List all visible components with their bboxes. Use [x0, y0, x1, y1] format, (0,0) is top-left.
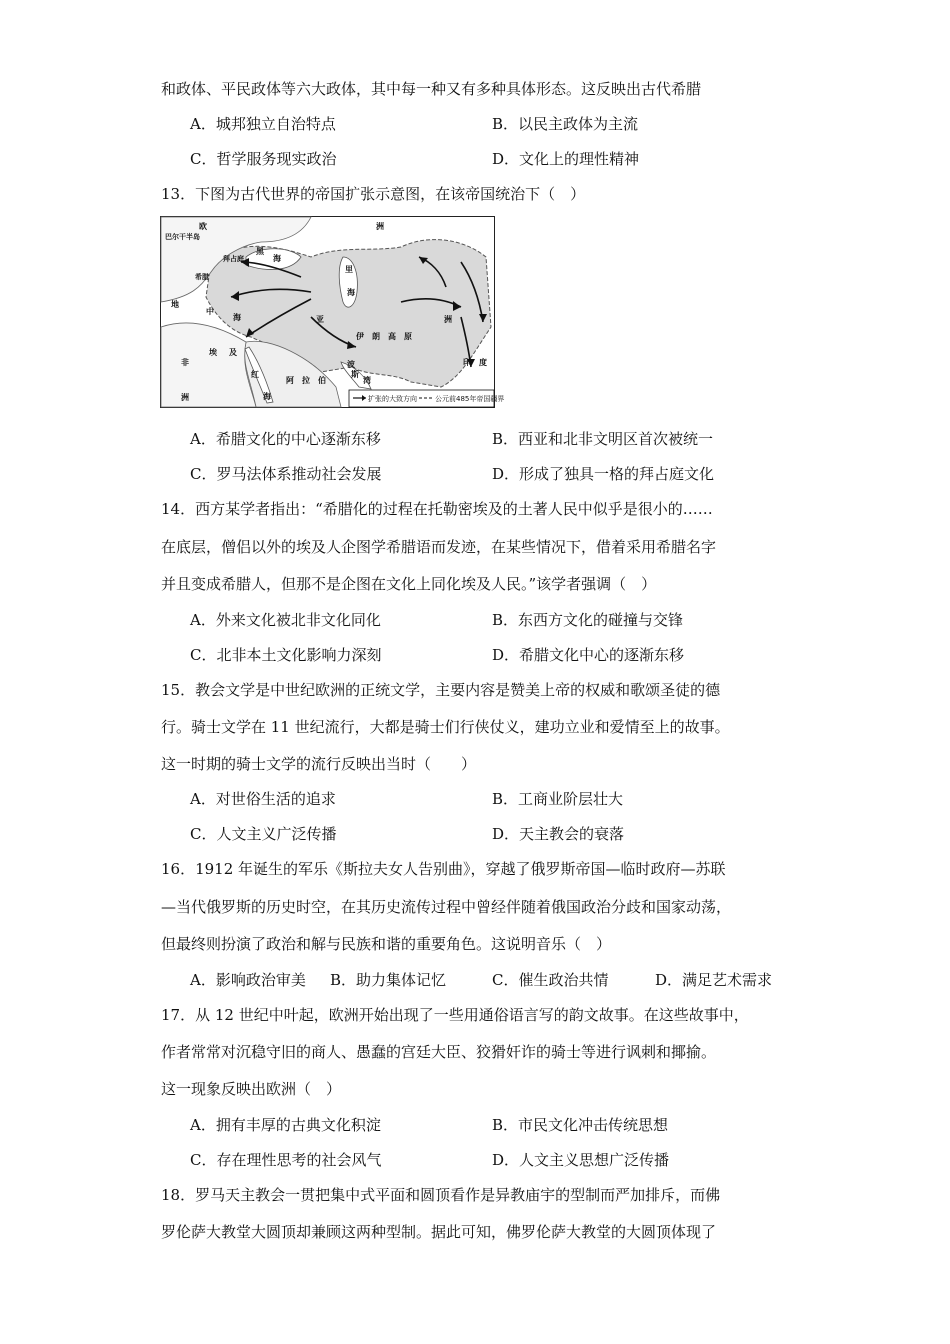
- q12-option-b[interactable]: B．以民主政体为主流: [492, 115, 639, 133]
- map-label-arabia: 阿 拉 伯: [286, 376, 326, 385]
- map-label-caspian-1: 里: [345, 265, 353, 274]
- question-17-line-3: 这一现象反映出欧洲（ ）: [161, 1080, 342, 1098]
- q14-option-b[interactable]: B．东西方文化的碰撞与交锋: [492, 611, 684, 629]
- map-label-africa-1: 非: [181, 358, 189, 367]
- map-label-india-1: 印: [463, 358, 471, 367]
- q16-option-a[interactable]: A．影响政治审美: [190, 971, 306, 989]
- question-14-line-3: 并且变成希腊人，但那不是企图在文化上同化埃及人民。”该学者强调（ ）: [161, 575, 657, 593]
- question-15-line-2: 行。骑士文学在 11 世纪流行，大都是骑士们行侠仗义，建功立业和爱情至上的故事。: [161, 718, 730, 736]
- q13-option-c[interactable]: C．罗马法体系推动社会发展: [190, 465, 382, 483]
- q12-option-c[interactable]: C．哲学服务现实政治: [190, 150, 337, 168]
- map-label-med-sea-2: 海: [233, 313, 241, 322]
- q15-option-a[interactable]: A．对世俗生活的追求: [190, 790, 336, 808]
- map-label-africa-2: 洲: [181, 393, 189, 402]
- map-label-med-land: 地: [171, 300, 179, 309]
- question-12-stem-tail: 和政体、平民政体等六大政体，其中每一种又有多种具体形态。这反映出古代希腊: [161, 80, 702, 98]
- q16-option-c[interactable]: C．催生政治共情: [492, 971, 609, 989]
- q13-option-b[interactable]: B．西亚和北非文明区首次被统一: [492, 430, 714, 448]
- q15-option-b[interactable]: B．工商业阶层壮大: [492, 790, 624, 808]
- map-label-persian-gulf-2: 斯: [351, 370, 359, 379]
- question-13-stem: 13．下图为古代世界的帝国扩张示意图，在该帝国统治下（ ）: [161, 185, 586, 203]
- q15-option-c[interactable]: C．人文主义广泛传播: [190, 825, 337, 843]
- q16-option-d[interactable]: D．满足艺术需求: [655, 971, 773, 989]
- q14-option-a[interactable]: A．外来文化被北非文化同化: [190, 611, 381, 629]
- q16-option-b[interactable]: B．助力集体记忆: [330, 971, 447, 989]
- question-15-line-3: 这一时期的骑士文学的流行反映出当时（ ）: [161, 755, 477, 773]
- question-16-line-2: —当代俄罗斯的历史时空，在其历史流传过程中曾经伴随着俄国政治分歧和国家动荡，: [161, 898, 732, 916]
- map-label-med-sea-1: 中: [206, 307, 214, 316]
- map-label-red-sea-2: 海: [263, 392, 271, 401]
- map-label-persian-gulf-1: 波: [347, 360, 355, 369]
- q12-option-a[interactable]: A．城邦独立自治特点: [190, 115, 336, 133]
- legend-border-label: 公元前485年帝国疆界: [435, 395, 505, 403]
- map-label-india-2: 度: [479, 358, 487, 367]
- q17-option-c[interactable]: C．存在理性思考的社会风气: [190, 1151, 382, 1169]
- map-label-greece: 希腊: [195, 273, 209, 281]
- map-label-persian-gulf-3: 湾: [363, 376, 371, 385]
- question-18-line-2: 罗伦萨大教堂大圆顶却兼顾这两种型制。据此可知，佛罗伦萨大教堂的大圆顶体现了: [161, 1223, 717, 1241]
- map-label-black-sea-1: 黑: [256, 247, 264, 256]
- q15-option-d[interactable]: D．天主教会的衰落: [492, 825, 625, 843]
- africa-land: [161, 323, 256, 407]
- question-16-line-3: 但最终则扮演了政治和解与民族和谐的重要角色。这说明音乐（ ）: [161, 935, 612, 953]
- q14-option-d[interactable]: D．希腊文化中心的逐渐东移: [492, 646, 685, 664]
- q17-option-d[interactable]: D．人文主义思想广泛传播: [492, 1151, 670, 1169]
- map-label-egypt-2: 及: [229, 348, 237, 357]
- map-label-byzantium: 拜占庭: [223, 255, 244, 263]
- q17-option-a[interactable]: A．拥有丰厚的古典文化积淀: [190, 1116, 381, 1134]
- empire-expansion-map: [160, 216, 505, 408]
- question-16-line-1: 16．1912 年诞生的军乐《斯拉夫女人告别曲》，穿越了俄罗斯帝国—临时政府—苏联: [161, 860, 726, 878]
- q13-option-a[interactable]: A．希腊文化的中心逐渐东移: [190, 430, 381, 448]
- map-label-iran: 伊 朗 高 原: [356, 332, 412, 341]
- q12-option-d[interactable]: D．文化上的理性精神: [492, 150, 640, 168]
- legend-arrow-label: 扩张的大致方向: [368, 395, 417, 403]
- map-label-balkan: 巴尔干半岛: [165, 233, 200, 241]
- map-label-europe-left: 欧: [199, 222, 207, 231]
- question-18-line-1: 18．罗马天主教会一贯把集中式平面和圆顶看作是异教庙宇的型制而严加排斥，而佛: [161, 1186, 721, 1204]
- question-17-line-2: 作者常常对沉稳守旧的商人、愚蠢的宫廷大臣、狡猾奸诈的骑士等进行讽刺和揶揄。: [161, 1043, 717, 1061]
- map-label-black-sea-2: 海: [273, 254, 281, 263]
- question-17-line-1: 17．从 12 世纪中叶起，欧洲开始出现了一些用通俗语言写的韵文故事。在这些故事中，: [161, 1006, 749, 1024]
- map-label-egypt-1: 埃: [209, 348, 217, 357]
- question-15-line-1: 15．教会文学是中世纪欧洲的正统文学，主要内容是赞美上帝的权威和歌颂圣徒的德: [161, 681, 721, 699]
- question-14-line-2: 在底层，僧侣以外的埃及人企图学希腊语而发迹，在某些情况下，借着采用希腊名字: [161, 538, 717, 556]
- q17-option-b[interactable]: B．市民文化冲击传统思想: [492, 1116, 669, 1134]
- q13-option-d[interactable]: D．形成了独具一格的拜占庭文化: [492, 465, 715, 483]
- question-14-line-1: 14．西方某学者指出：“希腊化的过程在托勒密埃及的土著人民中似乎是很小的……: [161, 500, 713, 518]
- q14-option-c[interactable]: C．北非本土文化影响力深刻: [190, 646, 382, 664]
- map-label-asia-1: 亚: [316, 315, 324, 324]
- map-label-caspian-2: 海: [347, 288, 355, 297]
- map-label-europe-right: 洲: [376, 222, 384, 231]
- map-label-red-sea-1: 红: [251, 370, 259, 379]
- map-label-asia-2: 洲: [444, 315, 452, 324]
